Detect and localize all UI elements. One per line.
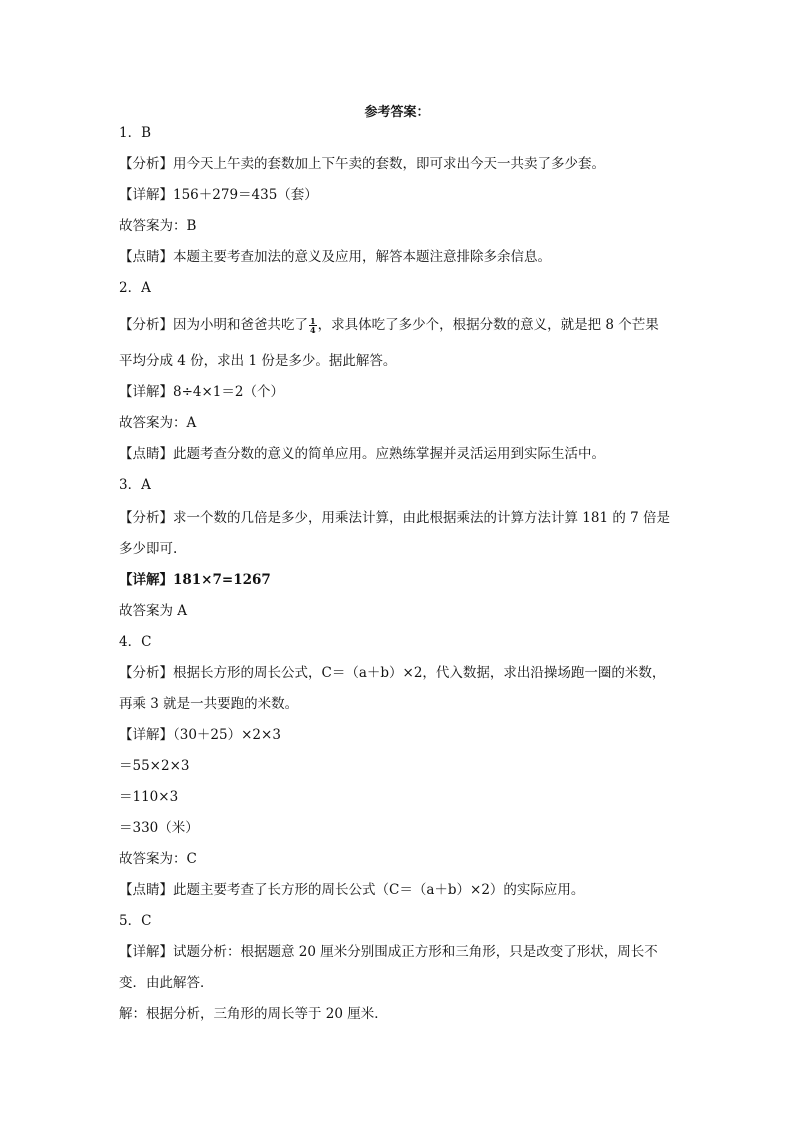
analysis-4-line-1: 【分析】根据长方形的周长公式，C＝（a＋b）×2，代入数据，求出沿操场跑一圈的米数， — [119, 665, 666, 681]
detail-4-step-2: ＝110×3 — [119, 789, 179, 805]
detail-1: 【详解】156＋279＝435（套） — [119, 187, 318, 203]
analysis-2-text-after: ，求具体吃了多少个，根据分数的意义，就是把 8 个芒果 — [317, 317, 659, 333]
answer-2: 故答案为：A — [119, 415, 197, 431]
answer-4: 故答案为：C — [119, 851, 197, 867]
answer-number-5: 5．C — [119, 913, 152, 929]
analysis-2-line-2: 平均分成 4 份，求出 1 份是多少。据此解答。 — [119, 353, 397, 369]
note-4: 【点睛】此题主要考查了长方形的周长公式（C＝（a＋b）×2）的实际应用。 — [119, 882, 585, 898]
detail-4-step-1: ＝55×2×3 — [119, 758, 190, 774]
detail-4: 【详解】（30＋25）×2×3 — [119, 727, 281, 743]
detail-2: 【详解】8÷4×1＝2（个） — [119, 384, 284, 400]
solution-5: 解：根据分析，三角形的周长等于 20 厘米． — [119, 1006, 388, 1022]
analysis-1: 【分析】用今天上午卖的套数加上下午卖的套数，即可求出今天一共卖了多少套。 — [119, 156, 605, 172]
note-2: 【点睛】此题考查分数的意义的简单应用。应熟练掌握并灵活运用到实际生活中。 — [119, 446, 605, 462]
answer-number-4: 4．C — [119, 634, 152, 650]
analysis-3-line-1: 【分析】求一个数的几倍是多少，用乘法计算，由此根据乘法的计算方法计算 181 的 7 倍是 — [119, 510, 671, 526]
analysis-2-line-1 — [119, 316, 659, 334]
detail-4-step-3: ＝330（米） — [119, 820, 199, 836]
analysis-3-line-2: 多少即可. — [119, 541, 178, 557]
answer-3: 故答案为 A — [119, 603, 188, 619]
analysis-4-line-2: 再乘 3 就是一共要跑的米数。 — [119, 696, 299, 712]
answer-number-1: 1．B — [119, 125, 152, 141]
detail-5-line-1: 【详解】试题分析：根据题意 20 厘米分别围成正方形和三角形，只是改变了形状，周长不 — [119, 944, 658, 960]
answer-number-2: 2．A — [119, 280, 151, 296]
answer-1: 故答案为：B — [119, 218, 197, 234]
page-title: 参考答案： — [364, 105, 430, 120]
analysis-2-text-before: 【分析】因为小明和爸爸共吃了 — [119, 317, 308, 333]
answer-number-3: 3．A — [119, 477, 151, 493]
fraction-one-quarter: $\frac{1}{4}$ — [310, 316, 316, 335]
detail-5-line-2: 变．由此解答． — [119, 975, 214, 991]
detail-3: 【详解】181×7=1267 — [119, 572, 271, 588]
note-1: 【点睛】本题主要考查加法的意义及应用，解答本题注意排除多余信息。 — [119, 249, 551, 265]
